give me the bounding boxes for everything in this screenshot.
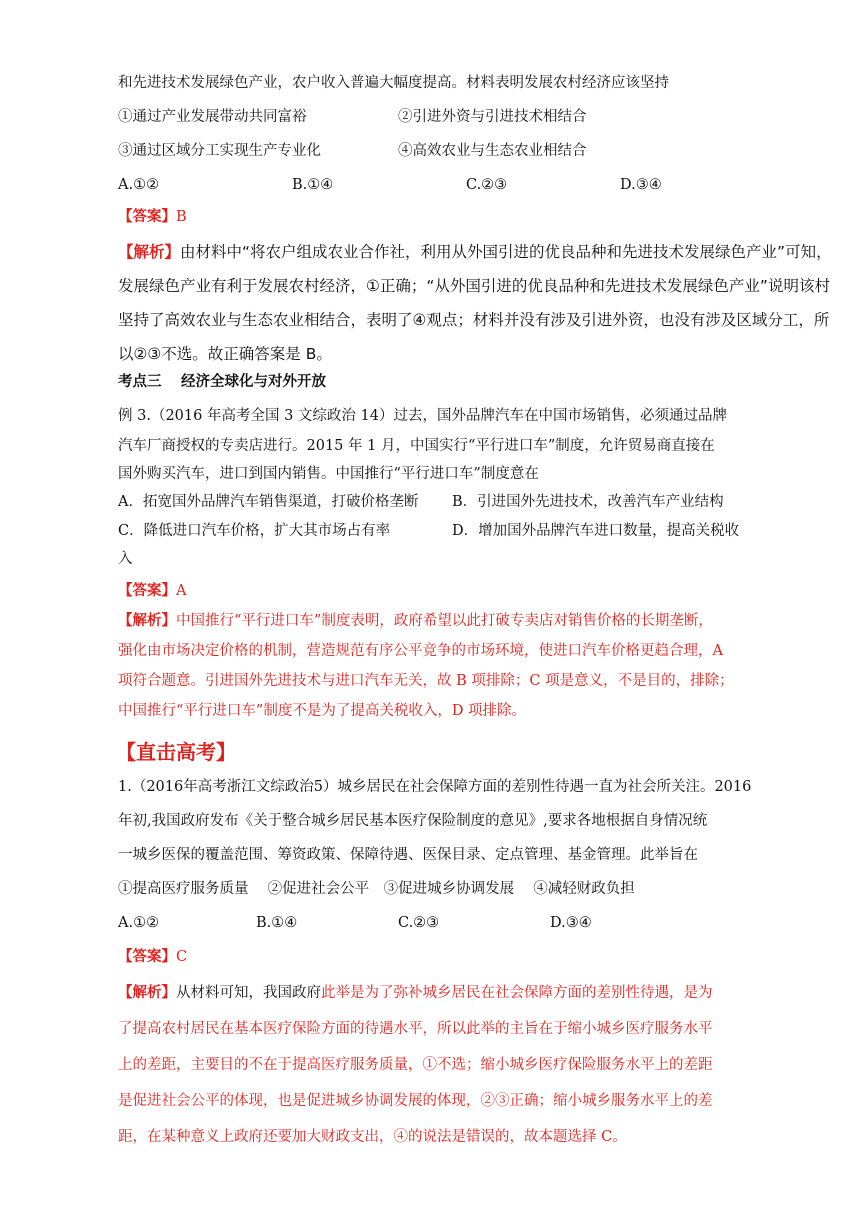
section-title: 【直击高考】 <box>116 740 236 764</box>
analysis-tag: 【解析】 <box>118 984 176 1001</box>
option-4: ④高效农业与生态农业相结合 <box>398 143 587 159</box>
analysis-tag: 【解析】 <box>118 243 181 261</box>
answer-tag: 【答案】 <box>118 948 176 965</box>
answer-value: C <box>176 949 188 965</box>
analysis-line <box>118 240 832 264</box>
option-b: B．引进国外先进技术，改善汽车产业结构 <box>452 494 724 510</box>
analysis-line <box>118 982 713 1004</box>
question-stem: 年初,我国政府发布《关于整合城乡居民基本医疗保险制度的意见》,要求各地根据自身情况统 <box>118 813 708 829</box>
option-d: D．增加国外品牌汽车进口数量，提高关税收 <box>452 523 740 539</box>
analysis-tag: 【解析】 <box>118 612 176 629</box>
option-c: C．降低进口汽车价格，扩大其市场占有率 <box>118 523 391 539</box>
example-stem: 例 3.（2016 年高考全国 3 文综政治 14）过去，国外品牌汽车在中国市场销售，必须通过品牌 <box>118 408 727 424</box>
choice-d: D.③④ <box>620 177 662 193</box>
option-2: ②引进外资与引进技术相结合 <box>398 109 587 125</box>
option-3: ③通过区域分工实现生产专业化 <box>118 143 321 159</box>
choice-c: C.②③ <box>466 177 508 193</box>
analysis-line: 上的差距，主要目的不在于提高医疗服务质量，①不选；缩小城乡医疗保险服务水平上的差距 <box>118 1057 713 1073</box>
answer-line <box>118 206 187 228</box>
analysis-text: 中国推行“平行进口车”制度表明，政府希望以此打破专卖店对销售价格的长期垄断， <box>176 613 713 629</box>
answer-line <box>118 946 187 968</box>
question-stem: 1.（2016年高考浙江文综政治5）城乡居民在社会保障方面的差别性待遇一直为社会所关注。2016 <box>118 779 752 795</box>
option-1: ①通过产业发展带动共同富裕 <box>118 109 307 125</box>
analysis-line: 距，在某种意义上政府还要加大财政支出，④的说法是错误的，故本题选择 C。 <box>118 1129 627 1145</box>
answer-value: B <box>176 209 187 225</box>
example-stem: 汽车厂商授权的专卖店进行。2015 年 1 月，中国实行“平行进口车”制度，允许贸易商直接在 <box>118 438 715 454</box>
analysis-line: 以②③不选。故正确答案是 B。 <box>118 345 332 363</box>
answer-tag: 【答案】 <box>118 582 176 599</box>
question-stem-tail: 和先进技术发展绿色产业，农户收入普遍大幅度提高。材料表明发展农村经济应该坚持 <box>118 75 669 91</box>
question-options: ①提高医疗服务质量 ②促进社会公平 ③促进城乡协调发展 ④减轻财政负担 <box>118 881 635 897</box>
question-stem: 一城乡医保的覆盖范围、筹资政策、保障待遇、医保目录、定点管理、基金管理。此举旨在 <box>118 847 698 863</box>
analysis-text-black: 从材料可知，我国政府 <box>176 985 321 1001</box>
answer-line <box>118 580 186 602</box>
choice-a: A.①② <box>118 177 160 193</box>
option-d-wrap: 入 <box>118 551 133 567</box>
analysis-line: 发展绿色产业有利于发展农村经济，①正确；“从外国引进的优良品种和先进技术发展绿色产业”说明该村 <box>118 277 830 295</box>
example-stem: 国外购买汽车，进口到国内销售。中国推行“平行进口车”制度意在 <box>118 466 539 482</box>
choice-d: D.③④ <box>550 915 592 931</box>
analysis-text-red: 此举是为了弥补城乡居民在社会保障方面的差别性待遇，是为 <box>321 985 713 1001</box>
section-heading: 考点三 经济全球化与对外开放 <box>118 373 327 390</box>
analysis-line: 中国推行“平行进口车”制度不是为了提高关税收入，D 项排除。 <box>118 703 527 719</box>
analysis-line: 坚持了高效农业与生态农业相结合，表明了④观点；材料并没有涉及引进外资，也没有涉及区域分工，所 <box>118 311 830 329</box>
answer-tag: 【答案】 <box>118 208 176 225</box>
analysis-line: 是促进社会公平的体现，也是促进城乡协调发展的体现，②③正确；缩小城乡服务水平上的差 <box>118 1093 713 1109</box>
analysis-line: 项符合题意。引进国外先进技术与进口汽车无关，故 B 项排除；C 项是意义，不是目的，排除； <box>118 673 734 689</box>
analysis-line: 强化由市场决定价格的机制，营造规范有序公平竞争的市场环境，使进口汽车价格更趋合理，A <box>118 643 723 659</box>
choice-b: B.①④ <box>292 177 334 193</box>
choice-a: A.①② <box>118 915 160 931</box>
choice-b: B.①④ <box>256 915 298 931</box>
answer-value: A <box>176 583 187 599</box>
analysis-line: 了提高农村居民在基本医疗保险方面的待遇水平，所以此举的主旨在于缩小城乡医疗服务水平 <box>118 1021 713 1037</box>
analysis-line <box>118 610 713 632</box>
option-a: A．拓宽国外品牌汽车销售渠道，打破价格垄断 <box>118 494 419 510</box>
analysis-text: 由材料中“将农户组成农业合作社，利用从外国引进的优良品种和先进技术发展绿色产业”可知， <box>180 243 832 261</box>
choice-c: C.②③ <box>398 915 440 931</box>
